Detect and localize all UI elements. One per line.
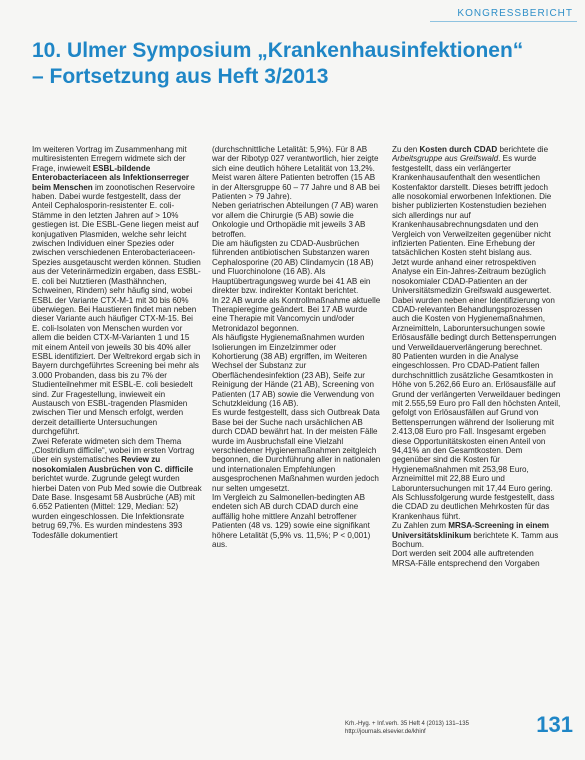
journal-reference-line2: http://journals.elsevier.de/khinf — [345, 729, 426, 735]
journal-reference — [345, 720, 515, 736]
kicker-rule — [430, 21, 577, 22]
article-title-line1: 10. Ulmer Symposium „Krankenhausinfektionen“ — [32, 39, 524, 62]
column-3-text — [392, 145, 562, 568]
col1-text-a: Im weiteren Vortrag im Zusammenhang mit multiresistenten Erregern widmete sich der Frage, inwieweit — [32, 145, 187, 173]
body-columns — [32, 145, 562, 715]
col1-text-c: berichtet wurde. Zugrunde gelegt wurden hierbei Daten von Pub Med sowie die Outbreak Date Base. Insgesamt 58 Ausbrüche (AB) mit 6.652 Patienten (Mittel: 129, Median: 52) wurden eingeschlossen. Die Infektionsrate betrug 69,7%. Es wurden mindestens 393 Todesfälle dokumentiert — [32, 474, 202, 540]
column-1 — [32, 145, 202, 715]
col1-bold-esbl: ESBL-bildende Enterobacteriaceen als Infektionserreger beim Menschen — [32, 163, 189, 192]
col3-text-b: berichtete die — [497, 145, 549, 154]
column-2-text: (durchschnittliche Letalität: 5,9%). Für 8 AB war der Ribotyp 027 verantwortlich, hier zeigte sich eine deutlich höhere Letalität von 13,2%. Meist waren ältere Patienten betroffen (15 AB in der Altersgruppe 60 – 77 Jahre und 8 AB bei Patienten > 79 Jahre). Neben geriatrischen Abteilungen (7 AB) waren vor allem die Chirurgie (5 AB) sowie die Onkologie und Orthopädie mit jeweils 3 AB betroffen. Die am häufigsten zu CDAD-Ausbrüchen führenden antibiotischen Substanzen waren Cephalosporine (20 AB) Clindamycin (18 AB) und Fluorchinolone (16 AB). Als Hauptübertragungsweg wurde bei 41 AB ein direkter bzw. indirekter Kontakt berichtet. In 22 AB wurde als Kontrollmaßnahme aktuelle Therapieregime geändert. Bei 17 AB wurde eine Therapie mit Vancomycin und/oder Metronidazol begonnen. Als häufigste Hygienemaßnahmen wurden Isolierungen im Einzelzimmer oder Kohortierung (38 AB) ergriffen, im Weiteren Wechsel der Substanz zur Oberflächendesinfektion (23 AB), Seife zur Reinigung der Hände (21 AB), Screening von Patienten (17 AB) sowie die Verwendung von Schutzkleidung (16 AB). Es wurde festgestellt, dass sich Outbreak Data Base bei der Suche nach ursächlichen AB durch CDAD bewährt hat. In der meisten Fälle wurde im Ausbruchsfall eine Vielzahl verschiedener Hygienemaßnahmen zeitgleich begonnen, die Durchführung aller in nationalen und internationalen Empfehlungen ausgesprochenen Maßnahmen wurden jedoch nur selten umgesetzt. Im Vergleich zu Salmonellen-bedingten AB endeten sich AB durch CDAD durch eine auffällig hohe mittlere Anzahl betroffener Patienten (48 vs. 129) sowie eine signifikant höhere Letalität (5,9% vs. 11,5%; P < 0,001) aus. — [212, 145, 381, 550]
journal-reference-line1: Krh.-Hyg. + Inf.verh. 35 Heft 4 (2013) 131–135 — [345, 721, 469, 727]
col3-bold-kosten: Kosten durch CDAD — [419, 145, 498, 154]
article-title — [32, 38, 562, 90]
column-2 — [212, 145, 382, 715]
col1-text-b: im zoonotischen Reservoire haben. Dabei wurde festgestellt, dass der Anteil Cephalosporin-resistenter E. coli-Stämme in den letzten Jahren auf > 10% gestiegen ist. Die ESBL-Gene liegen meist auf konjugativen Plasmiden, welche sehr leicht zwischen Individuen einer Spezies oder zwischen verschiedenen Enterobacteriaceen-Spezies ausgetauscht werden können. Studien aus der Veterinärmedizin ergaben, dass ESBL-E. coli bei Nutztieren (Masthähnchen, Schweinen, Rindern) sehr häufig sind, wobei ESBL der Variante CTX-M-1 mit 30 bis 60% überwiegen. Bei Haustieren findet man neben dieser Variante auch häufiger CTX-M-15. Bei E. coli-Isolaten von Menschen wurden vor allem die beiden CTX-M-Varianten 1 und 15 mit einem Anteil von jeweils 30 bis 40% aller ESBL identifiziert. Der Weltrekord ergab sich in Bayern durchgeführtes Screening bei mehr als 3.000 Probanden, dass bis zu 7% der Studienteilnehmer mit ESBL-E. coli besiedelt sind. Zur Fragestellung, inwieweit ein Austausch von ESBL-tragenden Plasmiden zwischen Tier und Mensch erfolgt, werden derzeit detaillierte Untersuchungen durchgeführt. Zwei Referate widmeten sich dem Thema „Clostridium difficile“, wobei im ersten Vortrag über ein systematisches — [32, 182, 201, 465]
section-kicker: KONGRESSBERICHT — [457, 8, 573, 19]
article-title-line2: – Fortsetzung aus Heft 3/2013 — [32, 65, 329, 88]
col1-bold-review: Review zu nosokomialen Ausbrüchen von C. difficile — [32, 455, 194, 474]
col3-text-c: . Es wurde festgestellt, dass ein verlängerter Krankenhausaufenthalt den wesentlichen Kostenfaktor darstellt. Dieses betrifft jedoch alle nosokomial erworbenen Infektionen. Die bisher publizierten Kostenstudien beziehen sich allerdings nur auf Krankenhausabrechnungsdaten und den Vergleich von Verweilzeiten gegenüber nicht infizierten Patienten. Eine Erhebung der tatsächlichen Kosten steht bislang aus. Jetzt wurde anhand einer retrospektiven Analyse ein Ein-Jahres-Zeitraum bezüglich nosokomialer CDAD-Patienten an der Universitätsmedizin Greifswald ausgewertet. Dabei wurden neben einer Identifizierung von CDAD-relevanten Behandlungsprozessen auch die Kosten von Hygienemaßnahmen, Arzneimitteln, Laboruntersuchungen sowie Erlösausfälle bedingt durch Bettensperrungen und Verweildauerverlängerung berechnet. 80 Patienten wurden in die Analyse eingeschlossen. Pro CDAD-Patient fallen durchschnittlich zusätzliche Gesamtkosten in Höhe von 5.262,66 Euro an. Erlösausfälle auf Grund der verlängerten Verweildauer bedingen mit 2.555,59 Euro pro Fall den höchsten Anteil, gefolgt von Erlösausfällen auf Grund von Bettensperrungen während der Isolierung mit 2.413,08 Euro pro Fall. Insgesamt ergeben diese Opportunitätskosten einen Anteil von 94,41% an den Gesamtkosten. Dem gegenüber sind die Kosten für Hygienemaßnahmen mit 253,98 Euro, Arzneimittel mit 22,88 Euro und Laboruntersuchungen mit 17,44 Euro gering. Als Schlussfolgerung wurde festgestellt, dass die CDAD zu deutlichen Mehrkosten für das Krankenhaus führt. Zu Zahlen zum — [392, 154, 561, 531]
column-3 — [392, 145, 562, 715]
col3-text-a: Zu den — [392, 145, 420, 154]
column-1-text — [32, 145, 202, 540]
col3-bold-mrsa: MRSA-Screening in einem Universitätsklinikum — [392, 521, 549, 540]
page-number: 131 — [536, 712, 573, 737]
col3-italic-greifswald: Arbeitsgruppe aus Greifswald — [392, 154, 499, 164]
col3-text-d: berichtete K. Tamm aus Bochum. Dort werden seit 2004 alle auftretenden MRSA-Fälle entsprechend den Vorgaben — [392, 530, 559, 568]
